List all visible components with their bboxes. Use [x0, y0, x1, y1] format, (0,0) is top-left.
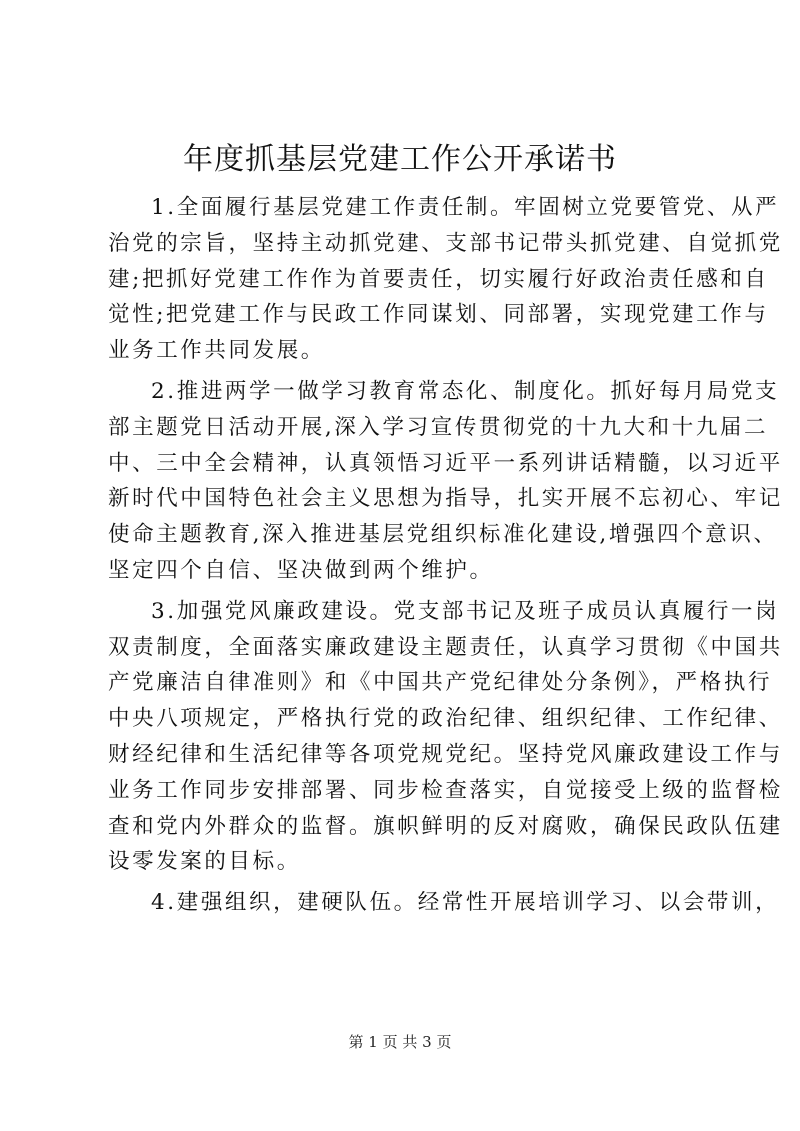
- document-title: 年度抓基层党建工作公开承诺书: [183, 142, 617, 177]
- paragraph-4: [108, 885, 780, 921]
- page-number-footer: 第 1 页 共 3 页: [348, 1033, 452, 1051]
- paragraph-line: 3.加强党风廉政建设。党支部书记及班子成员认真履行一岗: [151, 598, 780, 624]
- paragraph-line: 中央八项规定，严格执行党的政治纪律、组织纪律、工作纪律、: [108, 706, 783, 732]
- paragraph-line: 2.推进两学一做学习教育常态化、制度化。抓好每月局党支: [151, 378, 780, 404]
- paragraph-line: 觉性;把党建工作与民政工作同谋划、同部署，实现党建工作与: [108, 302, 769, 328]
- paragraph-line: 新时代中国特色社会主义思想为指导，扎实开展不忘初心、牢记: [108, 486, 783, 512]
- paragraph-line: 部主题党日活动开展,深入学习宣传贯彻党的十九大和十九届二: [108, 414, 769, 440]
- paragraph-1: [108, 190, 783, 369]
- paragraph-line: 使命主题教育,深入推进基层党组织标准化建设,增强四个意识、: [108, 522, 778, 548]
- paragraph-line: 1.全面履行基层党建工作责任制。牢固树立党要管党、从严: [151, 195, 780, 220]
- paragraph-line: 查和党内外群众的监督。旗帜鲜明的反对腐败，确保民政队伍建: [108, 813, 783, 839]
- paragraph-line: 财经纪律和生活纪律等各项党规党纪。坚持党风廉政建设工作与: [108, 741, 783, 767]
- paragraph-line: 中、三中全会精神，认真领悟习近平一系列讲话精髓，以习近平: [108, 450, 783, 476]
- paragraph-3: [108, 594, 783, 880]
- paragraph-line: 坚定四个自信、坚决做到两个维护。: [108, 557, 494, 583]
- paragraph-2: [108, 374, 783, 589]
- paragraph-line: 产党廉洁自律准则》和《中国共产党纪律处分条例》，严格执行: [108, 670, 773, 696]
- paragraph-line: 治党的宗旨，坚持主动抓党建、支部书记带头抓党建、自觉抓党: [108, 230, 783, 256]
- document-body: [108, 190, 783, 926]
- paragraph-line: 业务工作同步安排部署、同步检查落实，自觉接受上级的监督检: [108, 777, 783, 803]
- paragraph-line: 建;把抓好党建工作作为首要责任，切实履行好政治责任感和自: [108, 266, 769, 292]
- paragraph-line: 业务工作共同发展。: [108, 338, 325, 364]
- paragraph-line: 双责制度，全面落实廉政建设主题责任，认真学习贯彻《中国共: [108, 634, 783, 660]
- paragraph-line: 设零发案的目标。: [108, 849, 301, 875]
- paragraph-line: 4.建强组织，建硬队伍。经常性开展培训学习、以会带训，: [151, 890, 780, 916]
